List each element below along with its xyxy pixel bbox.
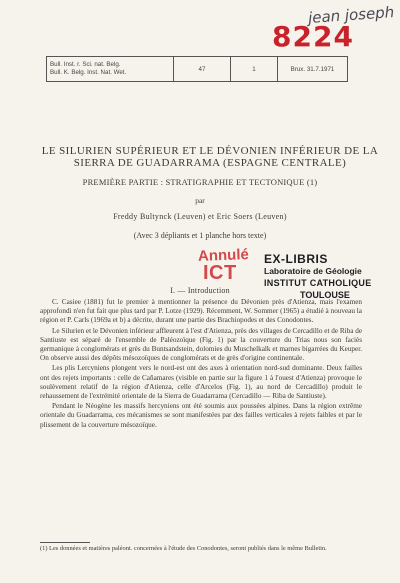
authors-line: Freddy Bultynck (Leuven) et Eric Soers (Leuven)	[113, 212, 287, 221]
exlibris-institute: INSTITUT CATHOLIQUE	[264, 278, 372, 288]
exlibris-city: TOULOUSE	[300, 290, 350, 300]
plates-note: (Avec 3 dépliants et 1 planche hors texte)	[133, 231, 267, 240]
footnote: (1) Les données et matières paléont. concernées à l'étude des Conodontes, seront publiés dans le même Bulletin.	[40, 545, 327, 552]
paragraph: Les plis Lercyniens plongent vers le nord-est ont des axes à orientation nord-sud dominante. Deux failles ont des rejets importants : celle de Cañamares (visible en partie sur la figure 1 à l'ouest d'Atienza) provoque le soulèvement relatif de la région d'Atienza, celle d'Arcelos (Fig. 1), au nord de Cercadillo) produit le rehaussement de l'extrémité orientale de la Sierra de Guadarrama (Cercadillo — Riba de Santiuste).	[40, 364, 362, 401]
handwritten-name: jean joseph	[307, 3, 395, 27]
ict-stamp: ICT	[203, 262, 237, 284]
exlibris-title: EX-LIBRIS	[264, 252, 328, 266]
paragraph: Pendant le Néogène les massifs hercyniens ont été soumis aux poussées alpines. Dans la région extrême orientale du Guadarrama, ces mécanismes se sont manifestées par des failles verticales à rejets faibles et par le plissement de la couverture mésozoïque.	[40, 402, 362, 429]
reference-volume: 47	[174, 57, 231, 81]
article-title: LE SILURIEN SUPÉRIEUR ET LE DÉVONIEN INFÉRIEUR DE LA SIERRA DE GUADARRAMA (ESPAGNE CENTRALE)	[41, 145, 379, 169]
reference-place-date: Brux. 31.7.1971	[290, 65, 335, 73]
exlibris-lab: Laboratoire de Géologie	[264, 266, 362, 276]
reference-box	[46, 56, 348, 82]
by-label: par	[195, 196, 205, 205]
reference-journal-line1: Bull. Inst. r. Sci. nat. Belg.	[50, 61, 121, 68]
reference-number: 1	[231, 57, 278, 81]
exlibris-stamp	[264, 253, 400, 301]
handwritten-number: 8224	[272, 20, 354, 53]
paragraph: C. Casiee (1881) fut le premier à mentionner la présence du Dévonien près d'Atienza, mais l'examen approfondi n'en fut fait que plus tard par P. Lotze (1929). Récemment, W. Sommer (1965) a étudié à nouveau la région et P. Carls (1969a et b) a décrite, durant une partie des Brachiopodes et des Conodontes.	[40, 298, 362, 325]
annule-stamp: Annulé	[197, 246, 250, 265]
section-heading: I. — Introduction	[170, 286, 230, 295]
paragraph: Le Silurien et le Dévonien inférieur affleurent à l'est d'Atienza, près des villages de Cercadillo et de Riba de Santiuste est séparé de l'ensemble de Paléozoïque (Fig. 1) par la couverture du Trias nous son faciès germanique à conglomérats et grès du Buntsandstein, dolomies du Muschelkalk et marnes bigarrées du Keuper. On observe aussi des dépôts mésozoïques de conglomérats et de grès d'origine continentale.	[40, 326, 363, 363]
body-text	[40, 298, 362, 431]
footnote-rule	[40, 542, 90, 543]
reference-journal-line2: Bull. K. Belg. Inst. Nat. Wet.	[50, 69, 127, 76]
reference-journal	[47, 57, 174, 81]
article-subtitle: PREMIÈRE PARTIE : STRATIGRAPHIE ET TECTONIQUE (1)	[82, 177, 318, 187]
